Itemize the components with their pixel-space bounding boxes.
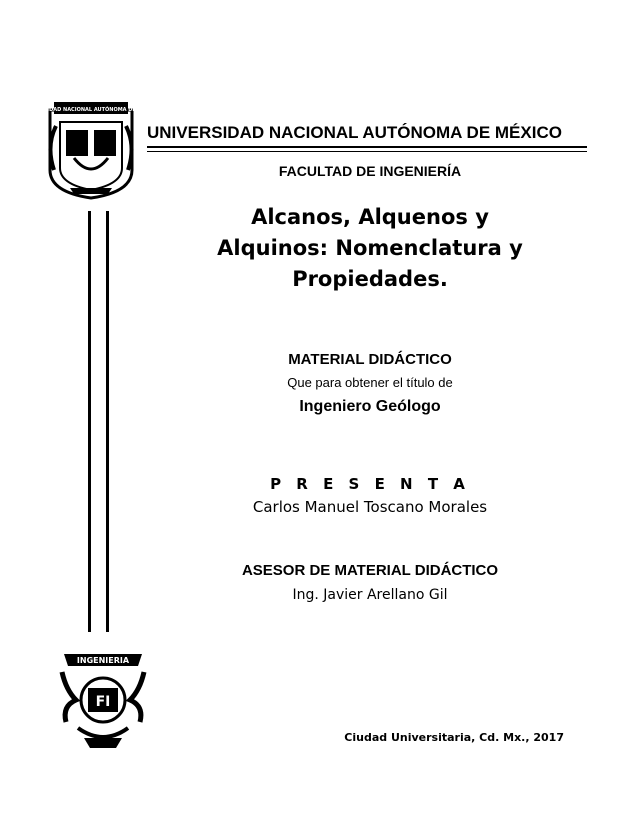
unam-seal-ring-text: UNIVERSIDAD NACIONAL AUTÓNOMA DE MÉXICO <box>22 107 160 113</box>
header-rule-thick <box>147 146 587 148</box>
document-title <box>180 202 560 295</box>
header-rule-thin <box>147 151 587 152</box>
advisor-name: Ing. Javier Arellano Gil <box>292 587 448 603</box>
margin-line-left <box>88 211 91 632</box>
faculty-name: FACULTAD DE INGENIERÍA <box>278 163 462 179</box>
material-label: MATERIAL DIDÁCTICO <box>288 351 452 368</box>
title-line-3: Propiedades. <box>292 267 448 291</box>
degree-name: Ingeniero Geólogo <box>299 398 441 415</box>
unam-seal-icon <box>22 96 160 200</box>
title-line-2: Alquinos: Nomenclatura y <box>217 236 523 260</box>
university-name: UNIVERSIDAD NACIONAL AUTÓNOMA DE MÉXICO <box>147 123 562 142</box>
title-line-1: Alcanos, Alquenos y <box>251 205 489 229</box>
material-subtitle: Que para obtener el título de <box>287 375 453 390</box>
advisor-label: ASESOR DE MATERIAL DIDÁCTICO <box>241 562 499 579</box>
margin-line-right <box>106 211 109 632</box>
presenta-label: P R E S E N T A <box>270 475 470 493</box>
fi-seal-banner-text: INGENIERIA <box>76 656 130 665</box>
fi-seal-monogram: FI <box>95 694 111 710</box>
engineering-faculty-seal-icon <box>56 650 150 754</box>
author-name: Carlos Manuel Toscano Morales <box>252 498 488 516</box>
place-and-date: Ciudad Universitaria, Cd. Mx., 2017 <box>344 731 564 744</box>
